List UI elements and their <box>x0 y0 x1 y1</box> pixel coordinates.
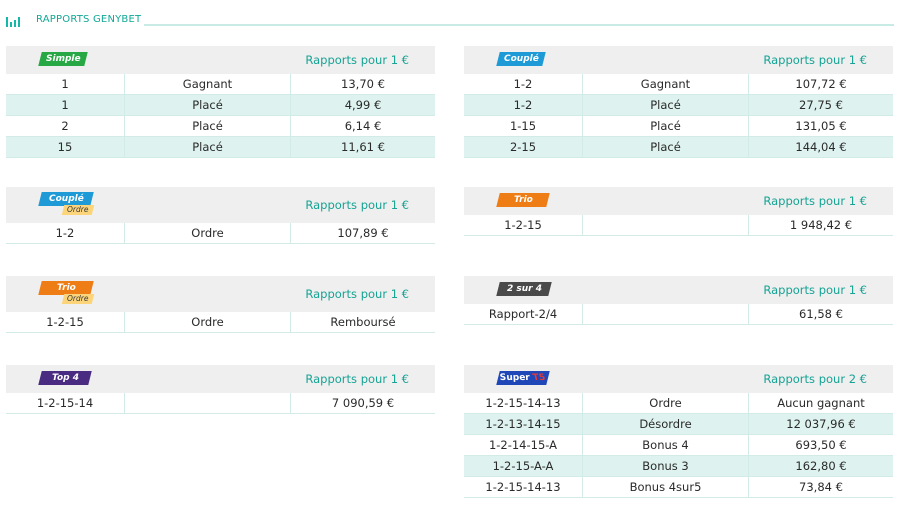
table-row <box>464 393 893 414</box>
combination-cell: 1-2-13-14-15 <box>464 414 583 434</box>
rapports-label: Rapports pour 1 € <box>763 194 867 208</box>
table-2sur4 <box>464 276 893 325</box>
table-row <box>464 74 893 95</box>
header-divider <box>144 24 894 26</box>
bet-type-cell: Placé <box>125 116 291 136</box>
bet-type-cell: Placé <box>125 95 291 115</box>
rapports-label: Rapports pour 1 € <box>763 283 867 297</box>
table-super-t5 <box>464 365 893 498</box>
table-row <box>6 393 435 414</box>
table-header <box>464 276 893 304</box>
payout-cell: 144,04 € <box>795 140 847 154</box>
bet-type-badge: Simple <box>38 52 87 66</box>
bet-type-cell: Gagnant <box>583 74 749 94</box>
table-header <box>6 46 435 74</box>
payout-cell: 73,84 € <box>799 480 843 494</box>
table-row <box>464 435 893 456</box>
bet-type-cell: Ordre <box>125 312 291 332</box>
combination-cell: 1-2 <box>464 95 583 115</box>
payout-cell: 693,50 € <box>795 438 847 452</box>
table-row <box>464 304 893 325</box>
rapports-label: Rapports pour 2 € <box>763 372 867 386</box>
table-row <box>6 116 435 137</box>
payout-cell: 1 948,42 € <box>789 218 853 232</box>
bet-type-cell: Ordre <box>583 393 749 413</box>
bet-type-cell: Placé <box>583 137 749 157</box>
table-couple-ordre <box>6 187 435 244</box>
combination-cell: 1-2-15-14-13 <box>464 393 583 413</box>
payout-cell: 162,80 € <box>795 459 847 473</box>
table-couple <box>464 46 893 158</box>
rapports-label: Rapports pour 1 € <box>305 372 409 386</box>
combination-cell: 2 <box>6 116 125 136</box>
table-header <box>6 365 435 393</box>
combination-cell: 1-2-14-15-A <box>464 435 583 455</box>
bet-type-badge: Super T5 <box>496 371 549 385</box>
section-title: RAPPORTS GENYBET <box>36 14 142 25</box>
table-row <box>6 137 435 158</box>
payout-cell: 12 037,96 € <box>786 417 856 431</box>
table-row <box>464 116 893 137</box>
combination-cell: 1-2-15 <box>464 215 583 235</box>
table-trio-ordre <box>6 276 435 333</box>
bar-chart-icon <box>6 17 20 27</box>
payout-cell: 11,61 € <box>341 140 385 154</box>
payout-cell: 27,75 € <box>799 98 843 112</box>
payout-cell: Aucun gagnant <box>777 396 865 410</box>
bet-type-cell: Placé <box>583 95 749 115</box>
bet-type-cell: Placé <box>583 116 749 136</box>
table-header <box>464 187 893 215</box>
table-row <box>464 477 893 498</box>
table-header <box>464 46 893 74</box>
bet-type-badge: Trio <box>496 193 549 207</box>
bet-type-cell <box>583 215 749 235</box>
table-row <box>464 456 893 477</box>
table-simple <box>6 46 435 158</box>
bet-type-badge: Trio <box>38 281 93 295</box>
table-trio <box>464 187 893 236</box>
rapports-label: Rapports pour 1 € <box>763 53 867 67</box>
payout-cell: 61,58 € <box>799 307 843 321</box>
bet-type-cell: Gagnant <box>125 74 291 94</box>
payout-cell: Remboursé <box>330 315 396 329</box>
rapports-label: Rapports pour 1 € <box>305 287 409 301</box>
payout-cell: 131,05 € <box>795 119 847 133</box>
payout-cell: 7 090,59 € <box>331 396 395 410</box>
combination-cell: 1-2-15-14 <box>6 393 125 413</box>
combination-cell: 15 <box>6 137 125 157</box>
bet-type-badge: Top 4 <box>38 371 91 385</box>
combination-cell: 1-2-15 <box>6 312 125 332</box>
bet-type-cell <box>583 304 749 324</box>
ordre-tag: Ordre <box>62 294 94 304</box>
payout-cell: 4,99 € <box>344 98 382 112</box>
section-header <box>6 12 894 28</box>
t5-mark: T5 <box>532 373 547 383</box>
bet-type-cell: Bonus 4 <box>583 435 749 455</box>
bet-type-badge: 2 sur 4 <box>496 282 551 296</box>
combination-cell: 1-15 <box>464 116 583 136</box>
rapports-label: Rapports pour 1 € <box>305 198 409 212</box>
combination-cell: 1 <box>6 95 125 115</box>
bet-type-cell: Bonus 3 <box>583 456 749 476</box>
table-row <box>464 414 893 435</box>
table-row <box>6 95 435 116</box>
payout-cell: 107,89 € <box>337 226 389 240</box>
table-row <box>6 74 435 95</box>
table-header <box>6 187 435 223</box>
table-header <box>6 276 435 312</box>
combination-cell: 2-15 <box>464 137 583 157</box>
table-top4 <box>6 365 435 414</box>
ordre-tag: Ordre <box>62 205 94 215</box>
combination-cell: 1 <box>6 74 125 94</box>
payout-cell: 107,72 € <box>795 77 847 91</box>
combination-cell: 1-2-15-14-13 <box>464 477 583 497</box>
bet-type-cell: Désordre <box>583 414 749 434</box>
bet-type-cell: Ordre <box>125 223 291 243</box>
table-row <box>464 137 893 158</box>
rapports-label: Rapports pour 1 € <box>305 53 409 67</box>
bet-type-badge: Couplé <box>38 192 93 206</box>
combination-cell: Rapport-2/4 <box>464 304 583 324</box>
combination-cell: 1-2-15-A-A <box>464 456 583 476</box>
bet-type-cell: Bonus 4sur5 <box>583 477 749 497</box>
table-row <box>464 215 893 236</box>
bet-type-badge: Couplé <box>496 52 545 66</box>
table-header <box>464 365 893 393</box>
bet-type-cell: Placé <box>125 137 291 157</box>
table-row <box>464 95 893 116</box>
payout-cell: 6,14 € <box>344 119 382 133</box>
payout-cell: 13,70 € <box>341 77 385 91</box>
combination-cell: 1-2 <box>6 223 125 243</box>
bet-type-cell <box>125 393 291 413</box>
table-row <box>6 223 435 244</box>
combination-cell: 1-2 <box>464 74 583 94</box>
table-row <box>6 312 435 333</box>
